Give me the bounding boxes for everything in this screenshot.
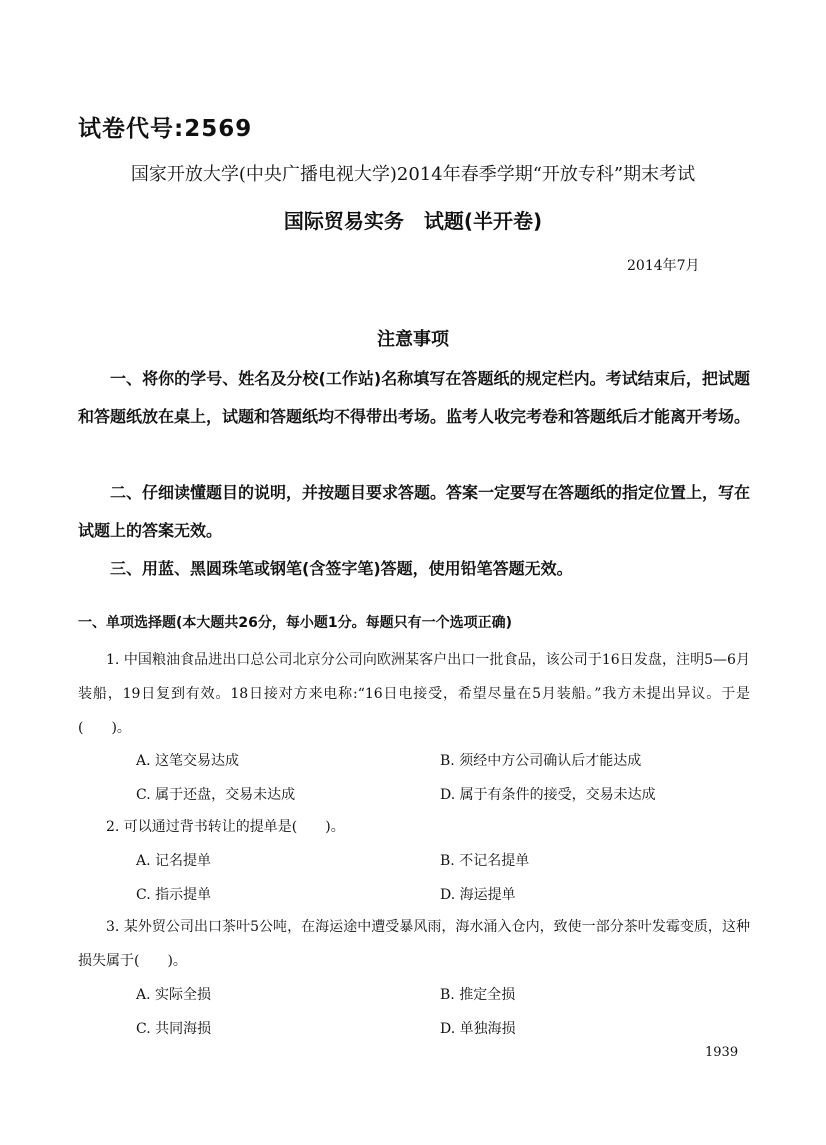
- question-3-option-b: B. 推定全损: [440, 987, 516, 1003]
- exam-date: 2014年7月: [627, 258, 700, 274]
- question-1-stem: 1. 中国粮油食品进出口总公司北京分公司向欧洲某客户出口一批食品，该公司于16日发盘，注明5—6月装船，19日复到有效。18日接对方来电称:“16日电接受，希望尽量在5月装船。”我方未提出异议。于是( )。: [78, 652, 750, 736]
- notice-item-1: 一、将你的学号、姓名及分校(工作站)名称填写在答题纸的规定栏内。考试结束后，把试题和答题纸放在桌上，试题和答题纸均不得带出考场。监考人收完考卷和答题纸后才能离开考场。: [78, 369, 751, 426]
- question-3-option-c: C. 共同海损: [136, 1021, 212, 1037]
- question-1-option-b: B. 须经中方公司确认后才能达成: [440, 753, 642, 769]
- exam-name: 国家开放大学(中央广播电视大学)2014年春季学期“开放专科”期末考试: [130, 164, 696, 185]
- question-3-option-d: D. 单独海损: [440, 1021, 516, 1037]
- question-1-option-d: D. 属于有条件的接受，交易未达成: [440, 787, 656, 803]
- question-1-option-c: C. 属于还盘，交易未达成: [136, 787, 296, 803]
- notice-item-2: 二、仔细读懂题目的说明，并按题目要求答题。答案一定要写在答题纸的指定位置上，写在试题上的答案无效。: [78, 483, 751, 540]
- notice-item-3: 三、用蓝、黑圆珠笔或钢笔(含签字笔)答题，使用铅笔答题无效。: [110, 559, 573, 578]
- question-3-stem: 3. 某外贸公司出口茶叶5公吨，在海运途中遭受暴风雨，海水涌入仓内，致使一部分茶叶发霉变质，这种损失属于( )。: [78, 919, 750, 969]
- question-3-option-a: A. 实际全损: [136, 987, 212, 1003]
- question-2-stem: 2. 可以通过背书转让的提单是( )。: [106, 819, 345, 835]
- exam-code: 试卷代号:2569: [78, 116, 253, 142]
- question-1-option-a: A. 这笔交易达成: [136, 753, 240, 769]
- notice-title: 注意事项: [377, 329, 449, 350]
- question-2-option-d: D. 海运提单: [440, 887, 516, 903]
- exam-title: 国际贸易实务 试题(半开卷): [283, 209, 543, 233]
- section-heading: 一、单项选择题(本大题共26分，每小题1分。每题只有一个选项正确): [78, 615, 513, 631]
- question-2-option-a: A. 记名提单: [136, 853, 212, 869]
- question-2-option-c: C. 指示提单: [136, 887, 212, 903]
- page-number: 1939: [705, 1045, 739, 1060]
- question-2-option-b: B. 不记名提单: [440, 853, 530, 869]
